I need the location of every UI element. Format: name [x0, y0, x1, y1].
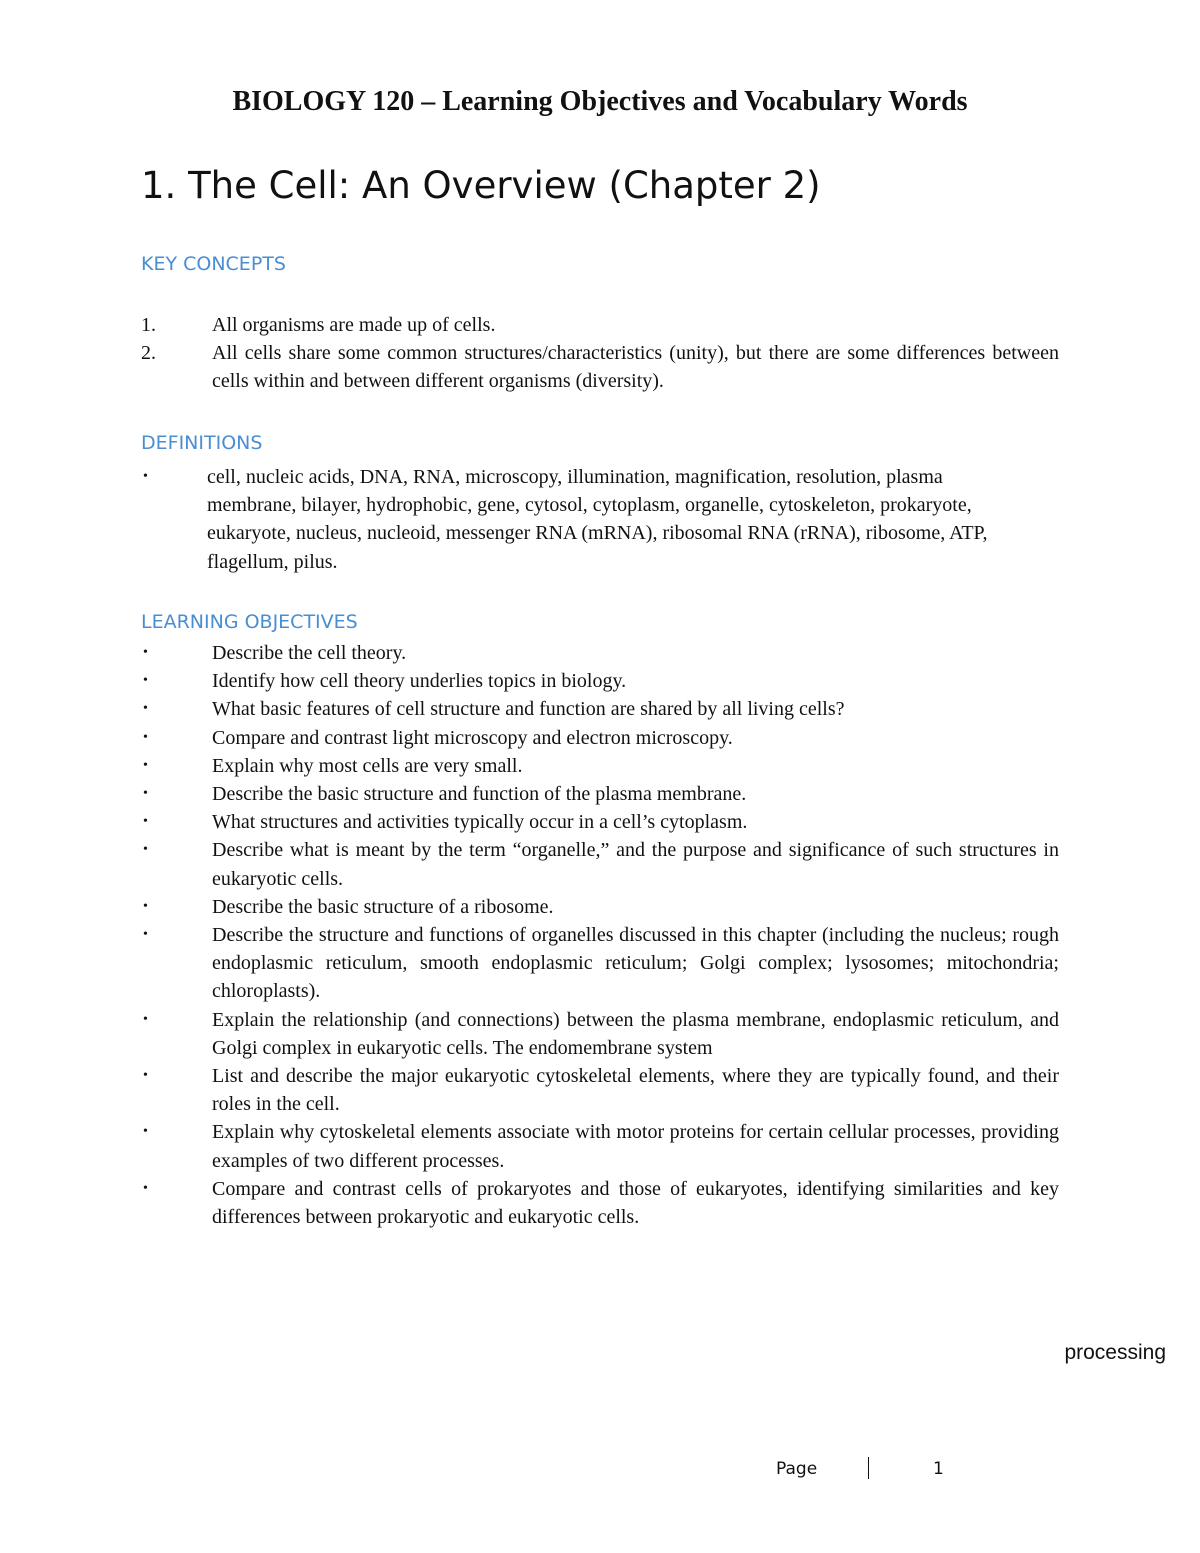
- list-item: [141, 921, 1059, 1006]
- page-label: Page: [776, 1459, 818, 1479]
- list-item-text: Describe the basic structure of a ribosome.: [212, 895, 554, 918]
- bullet-icon: •: [143, 757, 148, 773]
- page-number: 1: [933, 1459, 944, 1479]
- list-item-text: All organisms are made up of cells.: [212, 314, 496, 336]
- key-concepts-label: KEY CONCEPTS: [141, 253, 286, 275]
- list-item: [141, 463, 1021, 576]
- list-marker: 2.: [141, 342, 156, 365]
- list-item: [141, 1175, 1059, 1231]
- list-item-text: What structures and activities typically occur in a cell’s cytoplasm.: [212, 811, 748, 834]
- list-item-text: Compare and contrast light microscopy and electron microscopy.: [212, 726, 733, 749]
- processing-overlay-text: processing: [1064, 1341, 1166, 1364]
- list-item: [141, 339, 1059, 395]
- document-title: BIOLOGY 120 – Learning Objectives and Vocabulary Words: [232, 86, 968, 117]
- list-item-text: Explain the relationship (and connections) between the plasma membrane, endoplasmic reticulum, and Golgi complex in eukaryotic cells. The endomembrane system: [212, 1008, 1059, 1059]
- key-concepts-list: [141, 311, 1059, 396]
- list-marker: 1.: [141, 314, 156, 336]
- chapter-heading: 1. The Cell: An Overview (Chapter 2): [141, 164, 821, 207]
- bullet-icon: •: [143, 1011, 148, 1027]
- list-item-text: Explain why cytoskeletal elements associate with motor proteins for certain cellular processes, providing examples of two different processes.: [212, 1121, 1059, 1172]
- bullet-icon: •: [143, 842, 148, 858]
- page-footer: [0, 1459, 1200, 1483]
- bullet-icon: •: [143, 701, 148, 717]
- list-item: [141, 1062, 1059, 1118]
- learning-objectives-list: [141, 639, 1059, 1231]
- list-item-text: Compare and contrast cells of prokaryotes and those of eukaryotes, identifying similarities and key differences between prokaryotic and eukaryotic cells.: [212, 1177, 1059, 1229]
- bullet-icon: •: [143, 673, 148, 689]
- learning-objectives-label: LEARNING OBJECTIVES: [141, 611, 358, 633]
- bullet-icon: •: [143, 786, 148, 802]
- list-item-text: Describe the basic structure and function of the plasma membrane.: [212, 783, 747, 806]
- bullet-icon: •: [143, 1180, 148, 1196]
- list-item-text: cell, nucleic acids, DNA, RNA, microscopy, illumination, magnification, resolution, plasma membrane, bilayer, hydrophobic, gene, cytosol, cytoplasm, organelle, cytoskeleton, prokaryote, eukaryote, nucleus, nucleoid, messenger RNA (mRNA), ribosomal RNA (rRNA), ribosome, ATP, flagellum, pilus.: [207, 466, 988, 573]
- list-item: [141, 639, 1059, 667]
- bullet-icon: •: [143, 1124, 148, 1140]
- definitions-label: DEFINITIONS: [141, 432, 263, 454]
- list-item: [141, 808, 1059, 836]
- list-item-text: Describe the structure and functions of organelles discussed in this chapter (including the nucleus; rough endoplasmic reticulum, smooth endoplasmic reticulum; Golgi complex; lysosomes; mitochondria; chloroplasts).: [212, 924, 1059, 1003]
- list-item-text: Identify how cell theory underlies topics in biology.: [212, 670, 627, 693]
- list-item: [141, 1006, 1059, 1062]
- list-item: [141, 752, 1059, 780]
- bullet-icon: •: [143, 898, 148, 914]
- list-item: [141, 724, 1059, 752]
- list-item-text: Explain why most cells are very small.: [212, 754, 523, 777]
- list-item: [141, 695, 1059, 723]
- list-item-text: All cells share some common structures/characteristics (unity), but there are some differences between cells within and between different organisms (diversity).: [212, 342, 1059, 393]
- list-item: [141, 780, 1059, 808]
- list-item: [141, 836, 1059, 892]
- definitions-list: [141, 463, 1021, 576]
- list-item-text: What basic features of cell structure and function are shared by all living cells?: [212, 698, 845, 721]
- bullet-icon: •: [143, 814, 148, 830]
- bullet-icon: •: [143, 1068, 148, 1084]
- bullet-icon: •: [143, 729, 148, 745]
- list-item-text: Describe what is meant by the term “organelle,” and the purpose and significance of such structures in eukaryotic cells.: [212, 839, 1059, 890]
- bullet-icon: •: [143, 469, 148, 484]
- list-item-text: List and describe the major eukaryotic cytoskeletal elements, where they are typically found, and their roles in the cell.: [212, 1065, 1059, 1116]
- list-item: [141, 893, 1059, 921]
- bullet-icon: •: [143, 645, 148, 660]
- page-separator: [868, 1457, 869, 1479]
- list-item: [141, 667, 1059, 695]
- bullet-icon: •: [143, 927, 148, 943]
- list-item-text: Describe the cell theory.: [212, 642, 407, 664]
- list-item: [141, 311, 1059, 339]
- list-item: [141, 1118, 1059, 1174]
